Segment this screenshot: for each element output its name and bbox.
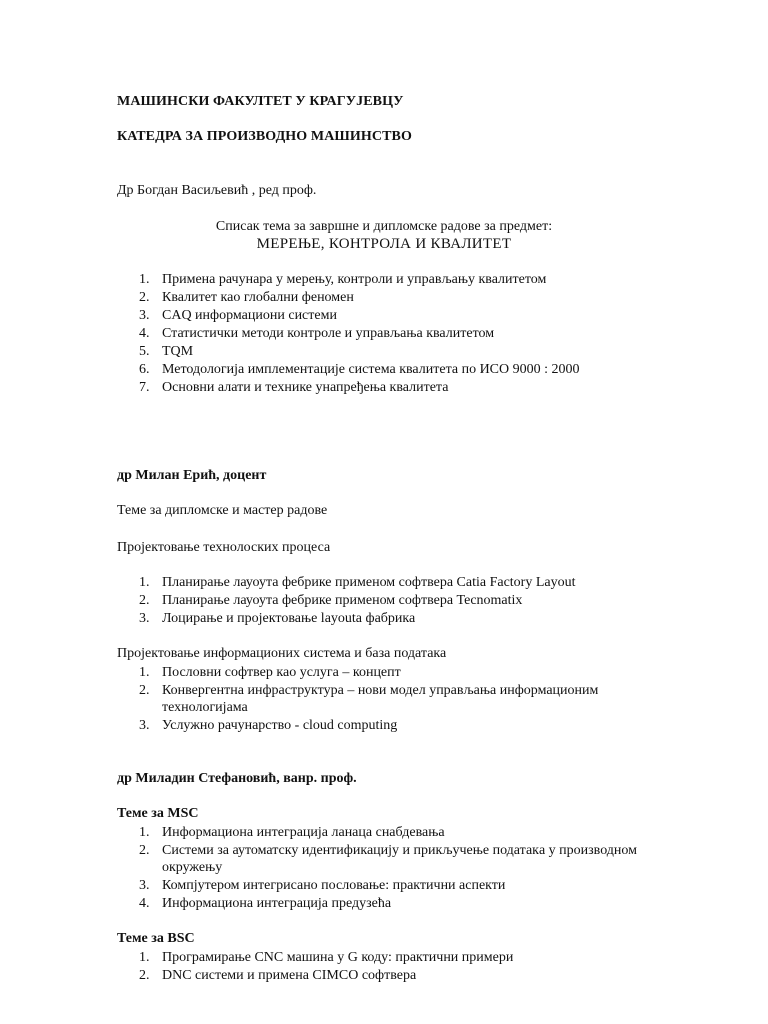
professor-1-name: Др Богдан Васиљевић , ред проф. [117,183,317,198]
group2-title: Пројектовање информационих система и база података [117,646,447,661]
subject-title: МЕРЕЊЕ, КОНТРОЛА И КВАЛИТЕТ [256,236,512,252]
professor-3-name: др Миладин Стефановић, ванр. проф. [117,771,357,786]
group1-title: Пројектовање технолоских процеса [117,540,331,555]
section2-intro: Теме за дипломске и мастер радове [117,503,328,518]
msc-title: Теме за MSC [117,806,199,821]
bsc-title: Теме за BSC [117,931,195,946]
faculty-heading: МАШИНСКИ ФАКУЛТЕТ У КРАГУЈЕВЦУ [117,94,404,109]
department-heading: КАТЕДРА ЗА ПРОИЗВОДНО МАШИНСТВО [117,129,412,144]
topic-list-intro: Списак тема за завршне и дипломске радове за предмет: [215,219,553,234]
professor-2-name: др Милан Ерић, доцент [117,468,267,483]
